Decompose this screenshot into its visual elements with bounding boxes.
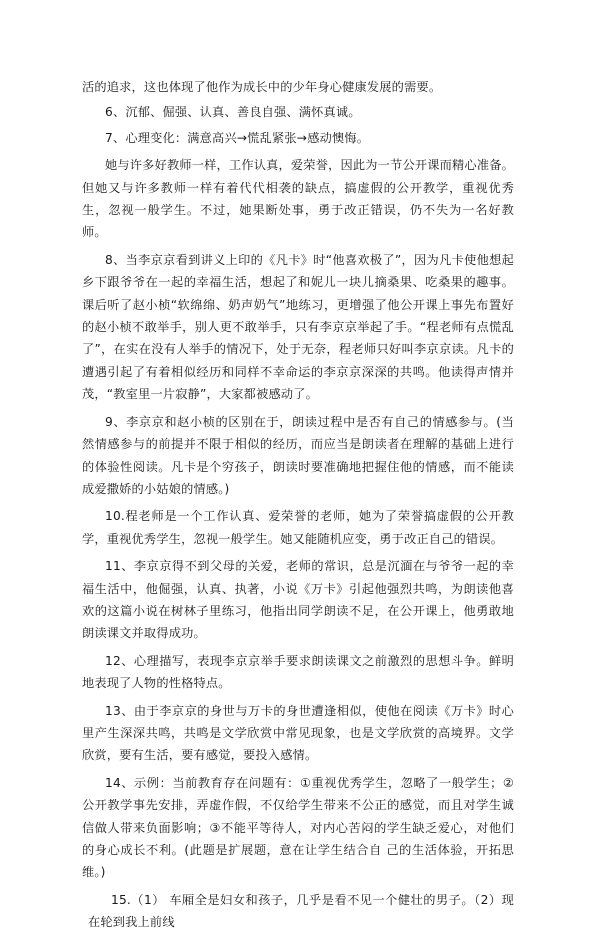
answer-6: 6、沉郁、倔强、认真、善良自强、满怀真诚。 xyxy=(105,105,361,120)
answer-7: 7、心理变化：满意高兴→慌乱紧张→感动懊悔。 xyxy=(105,130,370,145)
answer-8: 8、当李京京看到讲义上印的《凡卡》时“他喜欢极了”，因为凡卡使他想起乡下跟爷爷在一起的幸福生活，想起了和妮儿一块儿摘桑果、吃桑果的趣事。课后听了赵小桢“软绵绵、奶声奶气”地练习，更增强了他公开课上事先布置好的赵小桢不敢举手，别人更不敢举手，只有李京京举起了手。“程老师有点慌乱了”，在实在没有人举手的情况下，处于无奈，程老师只好叫李京京读。凡卡的遭遇引起了有着相似经历和同样不幸命运的李京京深深的共鸣。他读得声情并茂，“教室里一片寂静”，大家都被感动了。 xyxy=(82,252,514,402)
answer-text-block xyxy=(82,76,514,934)
answer-12: 12、心理描写，表现李京京举手要求朗读课文之前激烈的思想斗争。鲜明地表现了人物的性格特点。 xyxy=(82,653,514,691)
answer-11: 11、李京京得不到父母的关爱，老师的常识，总是沉湎在与爷爷一起的幸福生活中，他倔强，认真、执著，小说《万卡》引起他强烈共鸣，为朗读他喜欢的这篇小说在树林子里练习，他指出同学朗读不足，在公开课上，他勇敢地朗读课文并取得成功。 xyxy=(82,559,514,641)
answer-15: 15.（1） 车厢全是妇女和孩子，几乎是看不见一个健壮的男子。（2）现在轮到我上前线 xyxy=(88,892,514,930)
paragraph-continuation: 活的追求，这也体现了他作为成长中的少年身心健康发展的需要。 xyxy=(82,80,442,94)
teacher-evaluation-paragraph: 她与许多好教师一样，工作认真，爱荣誉，因此为一节公开课而精心准备。但她又与许多教师一样有着代代相袭的缺点，搞虚假的公开教学，重视优秀生，忽视一般学生。不过，她果断处事，勇于改正错误，仍不失为一名好教师。 xyxy=(82,158,514,240)
answer-14: 14、示例：当前教育存在问题有：①重视优秀学生，忽略了一般学生；②公开教学事先安排，弄虚作假，不仅给学生带来不公正的感觉，而且对学生诚信做人带来负面影响；③不能平等待人，对内心苦闷的学生缺乏爱心，对他们的身心成长不利。(此题是扩展题，意在让学生结合自 己的生活体验，开拓思维。) xyxy=(82,775,514,880)
answer-13: 13、由于李京京的身世与万卡的身世遭逢相似，使他在阅读《万卡》时心里产生深深共鸣，共鸣是文学欣赏中常见现象，也是文学欣赏的高境界。文学欣赏，要有生活，要有感觉，要投入感情。 xyxy=(82,703,514,763)
answer-9: 9、李京京和赵小桢的区别在于，朗读过程中是否有自己的情感参与。(当然情感参与的前提并不限于相似的经历，而应当是朗读者在理解的基础上进行的体验性阅读。凡卡是个穷孩子，朗读时要准确地把握住他的情感，而不能读成爱撒娇的小姑娘的情感。) xyxy=(82,414,514,496)
answer-10: 10.程老师是一个工作认真、爱荣誉的老师，她为了荣誉搞虚假的公开教学，重视优秀学生，忽视一般学生。她又能随机应变，勇于改正自己的错误。 xyxy=(82,509,514,546)
